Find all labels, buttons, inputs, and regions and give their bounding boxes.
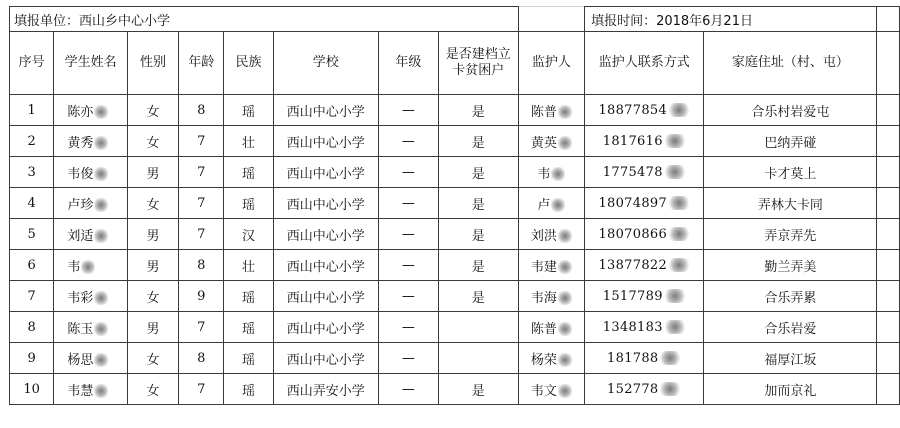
cell-gender (127, 219, 178, 250)
col-header-address: 家庭住址（村、屯） (704, 32, 877, 95)
cell-student-name (54, 343, 128, 374)
cell-school (273, 281, 378, 312)
redaction-blur (558, 322, 572, 336)
cell-ethnic (224, 157, 273, 188)
cell-grade-text: — (401, 350, 415, 366)
cell-grade (378, 250, 438, 281)
cell-address (704, 343, 877, 374)
cell-grade-text: — (401, 195, 415, 211)
redaction-blur (94, 322, 108, 336)
blank-cell (877, 250, 900, 281)
cell-no (10, 374, 54, 405)
cell-no (10, 281, 54, 312)
cell-guardian (518, 281, 584, 312)
cell-school (273, 374, 378, 405)
cell-address-text: 弄林大卡同 (757, 197, 823, 213)
info-row (10, 7, 900, 32)
cell-school-text: 西山中心小学 (286, 166, 365, 182)
cell-school (273, 250, 378, 281)
cell-gender-text: 女 (146, 352, 160, 368)
cell-age (179, 219, 224, 250)
cell-guardian (518, 343, 584, 374)
cell-address (704, 157, 877, 188)
cell-age (179, 95, 224, 126)
col-header-age: 年龄 (179, 32, 224, 95)
cell-guardian (518, 219, 584, 250)
cell-guardian-text: 黄英 (530, 135, 557, 151)
cell-gender-text: 女 (146, 197, 160, 213)
redaction-blur (558, 291, 572, 305)
cell-gender (127, 250, 178, 281)
cell-no-text: 1 (27, 102, 36, 118)
cell-grade (378, 312, 438, 343)
col-header-phone: 监护人联系方式 (585, 32, 704, 95)
cell-poor-household-text: 是 (471, 104, 485, 120)
cell-address (704, 312, 877, 343)
cell-no-text: 10 (23, 381, 40, 397)
cell-gender-text: 女 (146, 104, 160, 120)
cell-school (273, 157, 378, 188)
cell-guardian-text: 卢 (537, 197, 551, 213)
blank-cell (877, 343, 900, 374)
blank-cell (877, 188, 900, 219)
cell-phone (585, 312, 704, 343)
cell-address (704, 250, 877, 281)
cell-grade-text: — (401, 226, 415, 242)
cell-poor-household-text: 是 (471, 383, 485, 399)
cell-grade (378, 343, 438, 374)
cell-address (704, 219, 877, 250)
cell-poor-household (438, 157, 518, 188)
cell-address (704, 126, 877, 157)
cell-no (10, 219, 54, 250)
cell-poor-household (438, 312, 518, 343)
blank-cell (877, 219, 900, 250)
cell-grade (378, 188, 438, 219)
col-header-school: 学校 (273, 32, 378, 95)
cell-poor-household-text: 是 (471, 290, 485, 306)
cell-phone (585, 188, 704, 219)
cell-phone (585, 219, 704, 250)
cell-age (179, 250, 224, 281)
cell-student-name-text: 韦 (67, 259, 81, 275)
cell-school-text: 西山中心小学 (286, 259, 365, 275)
cell-no (10, 157, 54, 188)
blank-cell (877, 281, 900, 312)
col-header-grade: 年级 (378, 32, 438, 95)
redaction-blur (551, 167, 565, 181)
redaction-blur (664, 134, 686, 148)
cell-no (10, 188, 54, 219)
cell-phone-text: 18074897 (598, 195, 668, 211)
cell-ethnic-text: 瑶 (241, 166, 255, 182)
cell-phone-text: 18070866 (598, 226, 668, 242)
cell-phone-text: 1817616 (602, 133, 663, 149)
cell-phone-text: 1775478 (602, 164, 663, 180)
cell-address-text: 福厚江坂 (764, 352, 817, 368)
col-header-guardian: 监护人 (518, 32, 584, 95)
cell-school-text: 西山中心小学 (286, 135, 365, 151)
cell-poor-household-text: 是 (471, 135, 485, 151)
cell-guardian-text: 韦建 (530, 259, 557, 275)
cell-no-text: 5 (27, 226, 36, 242)
cell-phone-text: 152778 (607, 381, 659, 397)
redaction-blur (94, 105, 108, 119)
cell-gender (127, 188, 178, 219)
redaction-blur (94, 198, 108, 212)
redaction-blur (94, 384, 108, 398)
cell-gender (127, 95, 178, 126)
cell-ethnic (224, 126, 273, 157)
table-body (10, 95, 900, 405)
redaction-blur (558, 105, 572, 119)
cell-age (179, 281, 224, 312)
cell-address-text: 合乐岩爱 (764, 321, 817, 337)
redaction-blur (668, 196, 690, 210)
cell-ethnic (224, 219, 273, 250)
cell-student-name-text: 韦慧 (67, 383, 94, 399)
redaction-blur (558, 353, 572, 367)
cell-guardian-text: 陈普 (530, 321, 557, 337)
redaction-blur (659, 351, 681, 365)
cell-age-text: 8 (197, 350, 206, 366)
cell-ethnic-text: 瑶 (241, 290, 255, 306)
cell-poor-household (438, 281, 518, 312)
blank-cell (518, 7, 584, 32)
cell-gender-text: 男 (146, 259, 160, 275)
cell-age-text: 7 (197, 381, 206, 397)
cell-phone (585, 250, 704, 281)
cell-age (179, 343, 224, 374)
redaction-blur (94, 291, 108, 305)
cell-grade-text: — (401, 381, 415, 397)
cell-gender-text: 女 (146, 383, 160, 399)
redaction-blur (668, 103, 690, 117)
cell-grade (378, 281, 438, 312)
cell-address-text: 合乐弄累 (764, 290, 817, 306)
redaction-blur (558, 260, 572, 274)
blank-cell (877, 157, 900, 188)
cell-grade-text: — (401, 319, 415, 335)
cell-poor-household (438, 343, 518, 374)
cell-no (10, 343, 54, 374)
cell-age-text: 8 (197, 102, 206, 118)
cell-phone (585, 281, 704, 312)
table-row (10, 281, 900, 312)
blank-cell (877, 95, 900, 126)
cell-no (10, 250, 54, 281)
redaction-blur (558, 384, 572, 398)
redaction-blur (551, 198, 565, 212)
cell-phone (585, 126, 704, 157)
cell-no-text: 6 (27, 257, 36, 273)
table-row (10, 157, 900, 188)
cell-address (704, 95, 877, 126)
cell-poor-household (438, 250, 518, 281)
cell-phone-text: 18877854 (598, 102, 668, 118)
cell-grade (378, 126, 438, 157)
cell-student-name-text: 韦彩 (67, 290, 94, 306)
cell-no-text: 2 (27, 133, 36, 149)
cell-no-text: 3 (27, 164, 36, 180)
cell-guardian-text: 韦海 (530, 290, 557, 306)
cell-student-name (54, 188, 128, 219)
blank-cell (877, 374, 900, 405)
cell-phone (585, 157, 704, 188)
cell-guardian-text: 陈普 (530, 104, 557, 120)
cell-student-name (54, 157, 128, 188)
blank-cell (877, 7, 900, 32)
cell-ethnic (224, 312, 273, 343)
cell-ethnic (224, 343, 273, 374)
cell-school-text: 西山中心小学 (286, 104, 365, 120)
redaction-blur (558, 136, 572, 150)
redaction-blur (81, 260, 95, 274)
cell-gender (127, 374, 178, 405)
cell-ethnic (224, 95, 273, 126)
cell-age (179, 312, 224, 343)
cell-no (10, 126, 54, 157)
student-table (9, 6, 900, 405)
cell-student-name (54, 219, 128, 250)
cell-poor-household (438, 95, 518, 126)
redaction-blur (664, 320, 686, 334)
cell-student-name-text: 陈玉 (67, 321, 94, 337)
cell-school (273, 95, 378, 126)
cell-student-name-text: 黄秀 (67, 135, 94, 151)
cell-ethnic-text: 瑶 (241, 104, 255, 120)
table-row (10, 126, 900, 157)
cell-ethnic (224, 374, 273, 405)
redaction-blur (664, 165, 686, 179)
redaction-blur (659, 382, 681, 396)
cell-gender-text: 女 (146, 135, 160, 151)
cell-guardian-text: 杨荣 (530, 352, 557, 368)
cell-no (10, 312, 54, 343)
cell-age (179, 374, 224, 405)
cell-school (273, 126, 378, 157)
cell-ethnic-text: 瑶 (241, 197, 255, 213)
cell-school-text: 西山中心小学 (286, 197, 365, 213)
cell-grade (378, 157, 438, 188)
cell-phone-text: 1348183 (602, 319, 663, 335)
cell-address (704, 281, 877, 312)
col-header-name: 学生姓名 (54, 32, 128, 95)
cell-school (273, 312, 378, 343)
cell-gender-text: 男 (146, 321, 160, 337)
blank-cell (877, 312, 900, 343)
cell-poor-household-text: 是 (471, 166, 485, 182)
table-row (10, 343, 900, 374)
cell-guardian (518, 157, 584, 188)
cell-gender (127, 157, 178, 188)
cell-guardian (518, 126, 584, 157)
cell-no (10, 95, 54, 126)
header-row (10, 32, 900, 95)
cell-address (704, 188, 877, 219)
cell-school (273, 343, 378, 374)
cell-guardian (518, 312, 584, 343)
cell-poor-household (438, 126, 518, 157)
cell-student-name (54, 250, 128, 281)
col-header-no: 序号 (10, 32, 54, 95)
blank-cell (877, 126, 900, 157)
cell-student-name-text: 杨思 (67, 352, 94, 368)
table-row (10, 312, 900, 343)
cell-gender (127, 281, 178, 312)
cell-age (179, 188, 224, 219)
redaction-blur (94, 167, 108, 181)
cell-poor-household-text: 是 (471, 228, 485, 244)
cell-ethnic-text: 瑶 (241, 352, 255, 368)
cell-gender-text: 男 (146, 166, 160, 182)
cell-guardian (518, 374, 584, 405)
cell-gender-text: 女 (146, 290, 160, 306)
cell-student-name-text: 刘适 (67, 228, 94, 244)
cell-no-text: 9 (27, 350, 36, 366)
cell-address-text: 加而京礼 (764, 383, 817, 399)
cell-guardian (518, 250, 584, 281)
cell-ethnic (224, 250, 273, 281)
cell-student-name (54, 95, 128, 126)
cell-age (179, 126, 224, 157)
cell-phone (585, 95, 704, 126)
cell-address-text: 合乐村岩爱屯 (751, 104, 830, 120)
col-header-ethnic: 民族 (224, 32, 273, 95)
cell-grade-text: — (401, 257, 415, 273)
cell-poor-household (438, 374, 518, 405)
cell-ethnic-text: 瑶 (241, 383, 255, 399)
cell-no-text: 7 (27, 288, 36, 304)
table-row (10, 250, 900, 281)
cell-student-name-text: 韦俊 (67, 166, 94, 182)
col-header-gender: 性别 (127, 32, 178, 95)
cell-ethnic (224, 281, 273, 312)
table-row (10, 188, 900, 219)
cell-age (179, 157, 224, 188)
cell-ethnic-text: 瑶 (241, 321, 255, 337)
cell-guardian (518, 95, 584, 126)
table-row (10, 219, 900, 250)
cell-age-text: 7 (197, 195, 206, 211)
cell-student-name-text: 陈亦 (67, 104, 94, 120)
cell-grade-text: — (401, 102, 415, 118)
cell-age-text: 9 (197, 288, 206, 304)
redaction-blur (94, 353, 108, 367)
redaction-blur (94, 136, 108, 150)
cell-gender (127, 343, 178, 374)
redaction-blur (664, 289, 686, 303)
redaction-blur (668, 258, 690, 272)
cell-grade-text: — (401, 133, 415, 149)
cell-ethnic (224, 188, 273, 219)
cell-school-text: 西山中心小学 (286, 228, 365, 244)
cell-no-text: 4 (27, 195, 36, 211)
cell-ethnic-text: 壮 (241, 259, 255, 275)
cell-school-text: 西山中心小学 (286, 290, 365, 306)
cell-age-text: 7 (197, 164, 206, 180)
cell-address-text: 巴纳弄碰 (764, 135, 817, 151)
fill-unit: 填报单位：西山乡中心小学 (10, 7, 519, 32)
cell-no-text: 8 (27, 319, 36, 335)
cell-student-name (54, 312, 128, 343)
cell-guardian-text: 韦 (537, 166, 551, 182)
cell-address-text: 勤兰弄美 (764, 259, 817, 275)
cell-phone-text: 181788 (607, 350, 659, 366)
cell-gender-text: 男 (146, 228, 160, 244)
cell-poor-household-text: 是 (471, 259, 485, 275)
cell-ethnic-text: 壮 (241, 135, 255, 151)
table-row (10, 374, 900, 405)
cell-age-text: 7 (197, 226, 206, 242)
redaction-blur (668, 227, 690, 241)
redaction-blur (558, 229, 572, 243)
cell-phone-text: 1517789 (602, 288, 663, 304)
cell-grade-text: — (401, 164, 415, 180)
cell-age-text: 7 (197, 319, 206, 335)
fill-time: 填报时间：2018年6月21日 (585, 7, 877, 32)
cell-address (704, 374, 877, 405)
cell-school (273, 188, 378, 219)
cell-grade (378, 374, 438, 405)
cell-school (273, 219, 378, 250)
cell-grade (378, 219, 438, 250)
cell-poor-household (438, 219, 518, 250)
col-header-poor: 是否建档立卡贫困户 (438, 32, 518, 95)
cell-phone (585, 343, 704, 374)
cell-student-name-text: 卢珍 (67, 197, 94, 213)
cell-address-text: 卡才莫上 (764, 166, 817, 182)
cell-age-text: 7 (197, 133, 206, 149)
cell-school-text: 西山中心小学 (286, 352, 365, 368)
cell-student-name (54, 374, 128, 405)
cell-address-text: 弄京弄先 (764, 228, 817, 244)
blank-cell (877, 32, 900, 95)
cell-poor-household (438, 188, 518, 219)
cell-student-name (54, 126, 128, 157)
cell-guardian (518, 188, 584, 219)
cell-student-name (54, 281, 128, 312)
cell-grade (378, 95, 438, 126)
cell-guardian-text: 韦文 (530, 383, 557, 399)
cell-school-text: 西山弄安小学 (286, 383, 365, 399)
cell-phone-text: 13877822 (598, 257, 668, 273)
cell-school-text: 西山中心小学 (286, 321, 365, 337)
cell-grade-text: — (401, 288, 415, 304)
table-row (10, 95, 900, 126)
cell-gender (127, 312, 178, 343)
cell-poor-household-text: 是 (471, 197, 485, 213)
cell-phone (585, 374, 704, 405)
cell-gender (127, 126, 178, 157)
cell-age-text: 8 (197, 257, 206, 273)
cell-ethnic-text: 汉 (241, 228, 255, 244)
redaction-blur (94, 229, 108, 243)
cell-guardian-text: 刘洪 (530, 228, 557, 244)
